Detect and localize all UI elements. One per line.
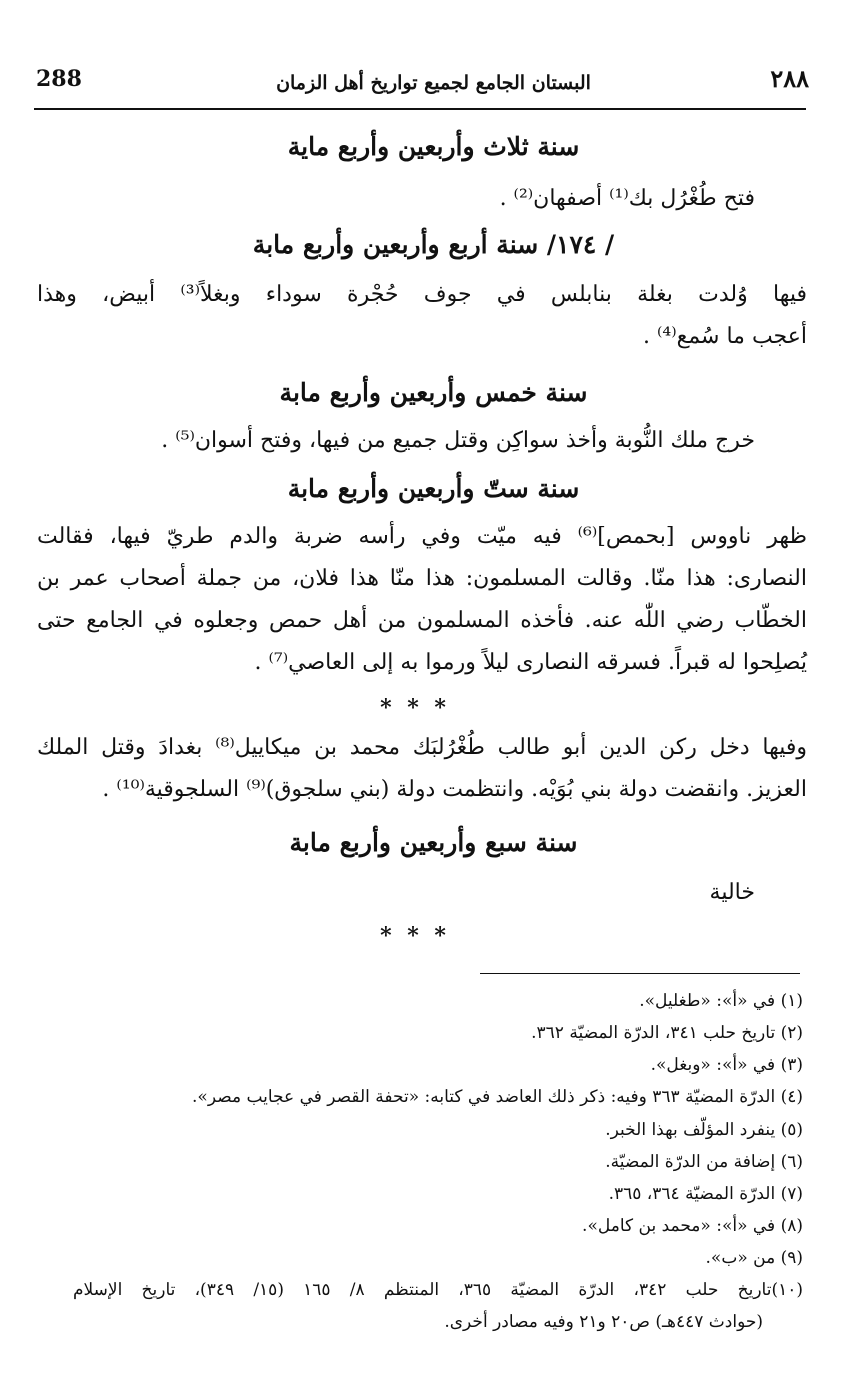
footnote: (٩) من «ب». bbox=[705, 1248, 803, 1268]
footnote: (٥) ينفرد المؤلّف بهذا الخبر. bbox=[605, 1120, 803, 1140]
paragraph-line: فيها وُلدت بغلة بنابلس في جوف حُجْرة سوداء وبغلاً⁽³⁾ أبيض، وهذا bbox=[37, 282, 808, 307]
paragraph-line: ظهر ناووس [بحمص]⁽⁶⁾ فيه ميّت وفي رأسه ضربة والدم طريّ فيها، فقالت bbox=[37, 524, 807, 549]
year-heading: سنة سبع وأربعين وأربع مابة bbox=[289, 828, 578, 857]
footnote: (٨) في «أ»: «محمد بن كامل». bbox=[582, 1216, 803, 1236]
paragraph-line: فتح طُغْرُل بك⁽¹⁾ أصفهان⁽²⁾ . bbox=[499, 186, 755, 211]
footnote: (٧) الدرّة المضيّة ٣٦٤، ٣٦٥. bbox=[608, 1184, 803, 1204]
paragraph-line: الخطّاب رضي اللّٰه عنه. فأخذه المسلمون من أهل حمص وجعلوه في الجامع حتى bbox=[37, 608, 807, 633]
footnote: (٢) تاريخ حلب ٣٤١، الدرّة المضيّة ٣٦٢. bbox=[531, 1023, 803, 1043]
year-heading: سنة خمس وأربعين وأربع مابة bbox=[279, 378, 588, 407]
page-number-arabic: ٢٨٨ bbox=[770, 64, 809, 93]
paragraph-line: النصارى: هذا منّا. وقالت المسلمون: هذا منّا هذا فلان، من جملة أصحاب عمر بن bbox=[37, 566, 807, 591]
running-title: البستان الجامع لجميع تواريخ أهل الزمان bbox=[276, 72, 591, 94]
footnote-continuation: (حوادث ٤٤٧هـ) ص٢٠ و٢١ وفيه مصادر أخرى. bbox=[444, 1312, 763, 1332]
paragraph-line: خالية bbox=[709, 880, 755, 905]
year-heading: سنة ثلاث وأربعين وأربع ماية bbox=[287, 132, 580, 161]
footnote-rule bbox=[480, 973, 800, 974]
page-number-latin: 288 bbox=[36, 66, 82, 92]
footnote: (٦) إضافة من الدرّة المضيّة. bbox=[605, 1152, 803, 1172]
paragraph-line: أعجب ما سُمع⁽⁴⁾ . bbox=[643, 324, 807, 349]
footnote: (٣) في «أ»: «وبغل». bbox=[650, 1055, 803, 1075]
section-separator: * * * bbox=[380, 923, 450, 949]
paragraph-line: يُصلِحوا له قبراً. فسرقه النصارى ليلاً ورموا به إلى العاصي⁽⁷⁾ . bbox=[254, 650, 807, 675]
year-heading: سنة ستّ وأربعين وأربع مابة bbox=[287, 474, 580, 503]
footnote: (٤) الدرّة المضيّة ٣٦٣ وفيه: ذكر ذلك العاضد في كتابه: «تحفة القصر في عجايب مصر». bbox=[192, 1087, 803, 1107]
year-heading: / ١٧٤/ سنة أربع وأربعين وأربع مابة bbox=[252, 230, 615, 259]
paragraph-line: العزيز. وانقضت دولة بني بُوَيْه. وانتظمت دولة (بني سلجوق)⁽⁹⁾ السلجوقية⁽¹⁰⁾ . bbox=[102, 777, 807, 802]
footnote: (١٠)تاريخ حلب ٣٤٢، الدرّة المضيّة ٣٦٥، المنتظم ٨/ ١٦٥ (١٥/ ٣٤٩)، تاريخ الإسلام bbox=[73, 1280, 803, 1300]
paragraph-line: خرج ملك النُّوبة وأخذ سواكِن وقتل جميع من فيها، وفتح أسوان⁽⁵⁾ . bbox=[161, 428, 755, 453]
footnote: (١) في «أ»: «طغليل». bbox=[639, 991, 803, 1011]
header-rule bbox=[34, 108, 806, 110]
paragraph-line: وفيها دخل ركن الدين أبو طالب طُغْرُلبَك محمد بن ميكاييل⁽⁸⁾ بغدادَ وقتل الملك bbox=[37, 735, 808, 760]
section-separator: * * * bbox=[380, 695, 450, 721]
